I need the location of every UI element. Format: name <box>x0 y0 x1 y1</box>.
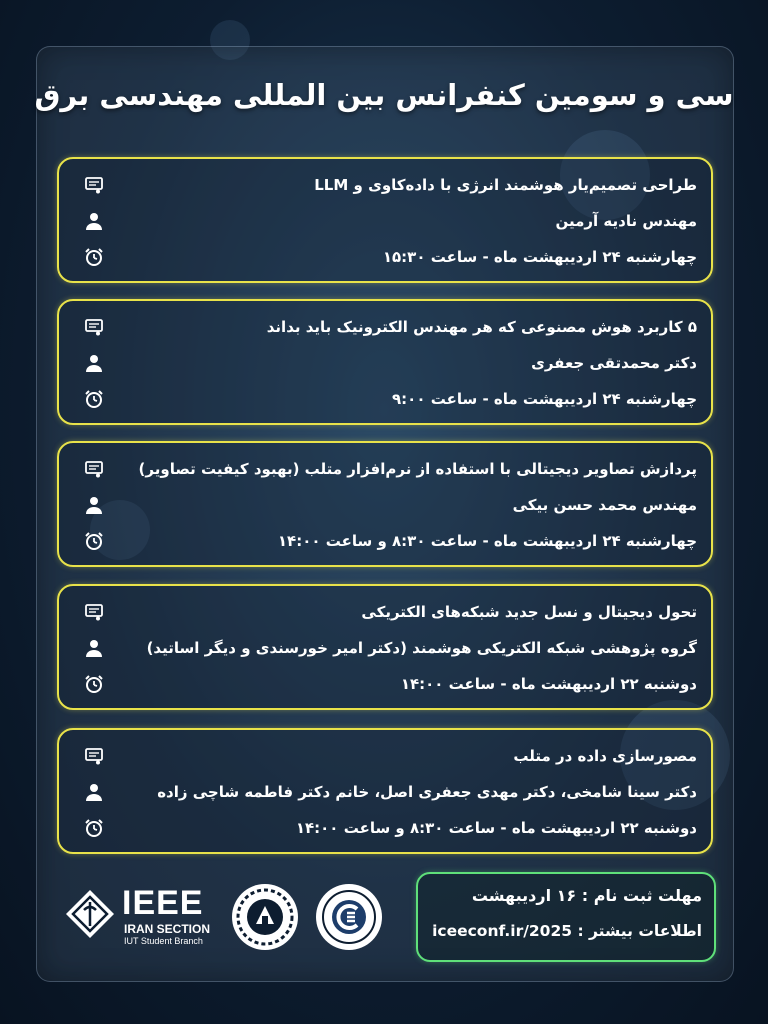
presentation-board-icon <box>83 745 105 767</box>
session-time: دوشنبه ۲۲ اردیبهشت ماه - ساعت ۱۴:۰۰ <box>400 675 697 693</box>
session-card <box>57 299 713 425</box>
session-card <box>57 728 713 854</box>
alarm-clock-icon <box>83 817 105 839</box>
session-card <box>57 157 713 283</box>
session-speaker: مهندس نادیه آرمین <box>555 212 697 230</box>
session-time: چهارشنبه ۲۴ اردیبهشت ماه - ساعت ۱۵:۳۰ <box>382 248 697 266</box>
session-topic: تحول دیجیتال و نسل جدید شبکه‌های الکتریکی <box>361 603 697 621</box>
alarm-clock-icon <box>83 246 105 268</box>
ieee-diamond-icon <box>64 888 116 940</box>
session-topic: طراحی تصمیم‌یار هوشمند انرژی با داده‌کاوی و LLM <box>314 176 697 194</box>
presentation-board-icon <box>83 458 105 480</box>
session-topic: مصورسازی داده در متلب <box>513 747 697 765</box>
session-speaker: گروه پژوهشی شبکه الکتریکی هوشمند (دکتر امیر خورسندی و دیگر اساتید) <box>146 639 697 657</box>
alarm-clock-icon <box>83 530 105 552</box>
conference-logo-icon <box>314 882 384 952</box>
person-icon <box>83 637 105 659</box>
person-icon <box>83 352 105 374</box>
session-card <box>57 584 713 710</box>
session-time: دوشنبه ۲۲ اردیبهشت ماه - ساعت ۸:۳۰ و ساعت ۱۴:۰۰ <box>295 819 697 837</box>
session-topic: ۵ کاربرد هوش مصنوعی که هر مهندس الکترونیک باید بداند <box>266 318 697 336</box>
session-speaker: دکتر محمدتقی جعفری <box>531 354 697 372</box>
person-icon <box>83 210 105 232</box>
session-card <box>57 441 713 567</box>
person-icon <box>83 494 105 516</box>
session-topic: پردازش تصاویر دیجیتالی با استفاده از نرم‌افزار متلب (بهبود کیفیت تصاویر) <box>138 460 697 478</box>
presentation-board-icon <box>83 316 105 338</box>
session-time: چهارشنبه ۲۴ اردیبهشت ماه - ساعت ۹:۰۰ <box>392 390 697 408</box>
ieee-section-text: IRAN SECTION <box>124 922 211 936</box>
ieee-branch-text: IUT Student Branch <box>124 936 203 946</box>
session-time: چهارشنبه ۲۴ اردیبهشت ماه - ساعت ۸:۳۰ و ساعت ۱۴:۰۰ <box>277 532 697 550</box>
page-title: سی و سومین کنفرانس بین المللی مهندسی برق <box>34 78 734 112</box>
person-icon <box>83 781 105 803</box>
presentation-board-icon <box>83 601 105 623</box>
alarm-clock-icon <box>83 388 105 410</box>
sponsor-logos <box>60 876 390 956</box>
more-info-link[interactable]: اطلاعات بیشتر : iceeconf.ir/2025 <box>432 922 702 940</box>
alarm-clock-icon <box>83 673 105 695</box>
ieee-logo-text: IEEE <box>122 884 204 922</box>
session-speaker: مهندس محمد حسن بیکی <box>512 496 697 514</box>
registration-info-box <box>416 872 716 962</box>
registration-deadline: مهلت ثبت نام : ۱۶ اردیبهشت <box>471 886 702 905</box>
presentation-board-icon <box>83 174 105 196</box>
session-speaker: دکتر سینا شامخی، دکتر مهدی جعفری اصل، خانم دکتر فاطمه شاچی زاده <box>157 783 697 801</box>
university-seal-icon <box>230 882 300 952</box>
